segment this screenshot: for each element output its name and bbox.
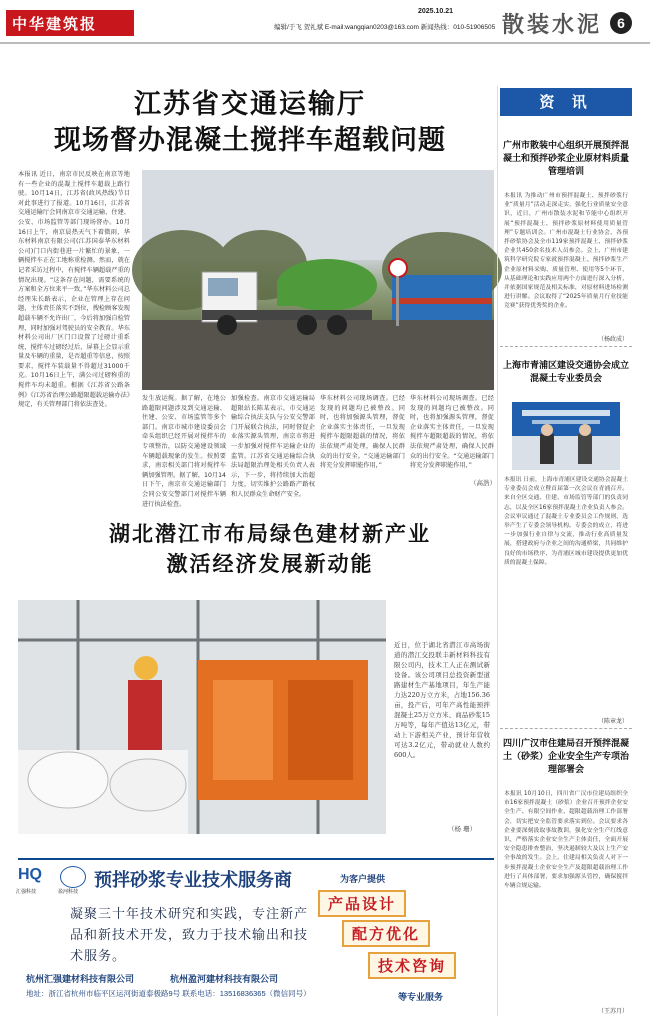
mixer-truck-photo: [142, 170, 494, 390]
article1-column1: 本报讯 近日，南京市民反映在南京等地有一些企业的混凝土搅拌车超载上路行驶。10月14日，江苏省(政风热线)节目对此事进行了报道。10月16日，江苏省交通运输厅会同南京市交通运输、住建、公安、市场监管等部门现场督办。10月16日上午，南京晨热天气下着微雨，华东材料南京有限公司(江苏国泰华东材料公司)门口内街巷进一片繁忙的景象，一辆搅拌车正在工地称重检测。然而，就在记者采访过程中，有搅拌车辆超载严重的情况出现。“这条存在问题，需要系统的方案和全方位来平一致，”华东材料公司总经理朱长路表示，企业在管理上存在问题，主体责任落实不到位，搜检顾客发现超载车辆不允许出厂，今后将加强自检管理，同时加强对驾驶员的安全教育。华东材料公司出厂区门口设置了过磅计重系统，搅拌车过磅经过后，屏幕上会显示重量及车辆的重量，是否超重等信息，按照要求，搅拌车装载量不得超过31000千克。10月16日上午，满公司过磅称重的搅拌车均未超重。根据《江苏省公路条例》《江苏省治理公路超限超载运输办法》规定，有关管理部门将依法查处。: [18, 171, 130, 409]
sidebar-header: 资 讯: [500, 88, 632, 116]
newspaper-masthead: 中华建筑报: [6, 10, 134, 36]
ad-tag-product-design: 产品设计: [318, 890, 406, 917]
ad-company1: 杭州汇强建材科技有限公司: [26, 974, 135, 984]
meeting-illustration: [512, 402, 620, 470]
sidebar-item3-signature: （王苏月）: [598, 1008, 629, 1015]
huiqiang-logo-text: 汇强科技: [16, 889, 37, 895]
ad-company2: 杭州盈河建材科技有限公司: [170, 974, 279, 984]
sidebar-separator: [500, 346, 632, 347]
article1-column2: 发生放运搅。据了解，在地公路超限问题涉及到交通运输、住建、公安、市场监管等多个部门。南京市城市建设委员会牵头组织已经开展对搅拌车的专项整治，以防交通建设领域车辆超载现象的发生。按照要求，南京相关部门将对搅拌车辆加强管理。据了解，10月14日下午，南京市交通运输部门会同公安交警部门对搅拌车辆进行执法检查。: [142, 395, 226, 508]
article1-title-line2: 现场督办混凝土搅拌车超载问题: [54, 125, 446, 156]
article1-title-line1: 江苏省交通运输厅: [134, 89, 366, 120]
issue-date: 2025.10.21: [418, 8, 454, 15]
sidebar-item1-title: 广州市散装中心组织开展预拌混凝土和预拌砂浆企业原材料质量管理培训: [502, 141, 629, 177]
ad-more-services: 等专业服务: [398, 993, 444, 1003]
page-number: 6: [610, 12, 632, 34]
ad-tag-technical-consulting: 技术咨询: [368, 952, 456, 979]
sidebar-divider: [497, 86, 498, 1016]
mixer-truck-illustration: [142, 170, 494, 390]
editor-info: 编辑/于飞 贺礼斌 E-mail:wangqian0203@163.com 新闻热线：010-51906505: [274, 24, 496, 31]
ad-tag-formula-optimization: 配方优化: [342, 920, 430, 947]
section-title: 散装水泥: [502, 12, 603, 38]
sidebar-item3-title: 四川广汉市住建局召开预拌混凝土（砂浆）企业安全生产专项治理部署会: [502, 739, 629, 775]
ad-address: 地址：浙江省杭州市临平区运河街道泰极路9号 联系电话：13516836365（微信同号）: [26, 989, 311, 998]
ad-provide-label: 为客户提供: [340, 875, 386, 885]
sidebar-item2-text: 本报讯 日前，上海市青浦区建设交通协会混凝土专业委员会成立暨首届第一次会议在青浦召开。来自全区交通、住建、市场监管等部门的负责同志，以及全区16家预拌混凝土企业负责人参会。会议审议通过了混凝土专业委员会工作规则，选举产生了专委会领导机构。专委会的成立，将进一步加强行业自律与交流，推动行业高质量发展，搭建政府与企业之间的沟通桥梁，共同维护良好的市场秩序，为青浦区城市建设提供更加优质的混凝土保障。: [504, 477, 628, 566]
header-rule: [0, 42, 650, 44]
sidebar-item2-photo: [512, 402, 620, 470]
sidebar-item2-title: 上海市青浦区建设交通协会成立混凝土专业委员会: [502, 361, 629, 384]
article1-column4: 华东材料公司现场调查。已经发现的问题均已被整改。同时，也将加强源头管理，督促企业落实主体责任，一旦发现搅拌车超限超载的情况，将依法依规严肃处理，确保人民群众的出行安全。“交通运输部门将充分发挥职能作用，”: [320, 395, 405, 470]
factory-equipment-photo: [18, 600, 386, 834]
article2-signature: （杨 珊）: [448, 825, 477, 833]
yinghe-logo-text: 盈河科技: [58, 889, 79, 895]
sidebar-item2-signature: （陈章龙）: [598, 718, 629, 725]
sidebar-separator: [500, 728, 632, 729]
ad-title: 预拌砂浆专业技术服务商: [94, 870, 292, 891]
huiqiang-logo: HQ: [18, 866, 42, 883]
factory-illustration: [18, 600, 386, 834]
sidebar-item1-signature: （杨政成）: [598, 336, 629, 343]
article2-title-line1: 湖北潜江市布局绿色建材新产业: [109, 521, 431, 546]
article1-signature: （高浩）: [470, 479, 496, 487]
article2-title-line2: 激活经济发展新动能: [166, 551, 374, 576]
yinghe-logo-icon: [60, 866, 86, 888]
sidebar-item1-text: 本报讯 为推动广州市预拌混凝土、预拌砂浆行业“质量月”活动走深走实，强化行业质量安全意识，近日，广州市散装水泥和节能中心组织开展“预拌混凝土、预拌砂浆原材料使用质量管理”专题培训会。广州市混凝土行业协会、各预拌砂浆协会及全市119家预拌混凝土、预拌砂浆企业共450余名技术人员参会。会上，广州市建筑科学研究院专家就预拌混凝土、预拌砂浆生产企业原材料采购、质量管理、使用等5个环节，从基础理论和实践应用两个方面进行深入分析，并依据国家规范及相关标准，对原材料进场检测进行讲解。会议取得了“2025年质量月行业技能竞赛”获得优秀奖的企业。: [504, 193, 628, 310]
sidebar-item3-text: 本报讯 10月10日，四川省广汉市住建局组织全市16家预拌混凝土（砂浆）企业召开预拌企业安全生产、有限空间作业、超限超载治理工作部署会，切实把安全监管要求落实到位。会议要求各企业要深刻汲取事故教训，强化安全生产红线意识，严格落实企业安全生产主体责任，全面开展安全隐患排查整治，坚决遏制较大及以上生产安全事故的发生。会上，住建局相关负责人对下一步预拌混凝土企业安全生产及超限超载治理工作进行了具体部署，要求加强源头管控，确保搅拌车辆合规运输。: [504, 791, 628, 890]
ad-slogan: 凝聚三十年技术研究和实践，专注新产品和新技术开发，致力于技术输出和技术服务。: [70, 907, 309, 964]
article1-bottom-columns: [142, 394, 494, 508]
article1-column3: 加强检查。南京市交通运输局超限站长陈某表示，市交通运输综合执法支队与公安交警部门开展联合执法，同时督促企业落实源头管理，南京市将进一步加强对搅拌车运输企业的监管。江苏省交通运输综合执法局超限治理处相关负责人表示，下一步，将持续加大治超力度，切实维护公路路产路权和人民群众生命财产安全。: [231, 395, 315, 498]
article2-body: 近日，位于湖北省潜江市高场街道的潜江交投联丰新材料科技有限公司内，技术工人正在测试新设备。该公司项目总投资新型道路建材生产基地项目，年生产能力达220万立方米，占地156.36亩，投产后，可年产高性能预拌混凝土25万立方米、商品砂浆15万吨等，每年产值达13亿元，带动上下游相关产业，预计年营收可达3.2亿元，带动就业人数约600人。: [394, 641, 490, 759]
page-header: [0, 0, 650, 46]
article1-column5: 华东材料公司现场调查。已经发现的问题均已被整改。同时，也将加强源头管理，督促企业落实主体责任，一旦发现搅拌车超限超载的情况，将依法依规严肃处理，确保人民群众的出行安全。“交通运输部门将充分发挥职能作用，”: [410, 395, 494, 470]
